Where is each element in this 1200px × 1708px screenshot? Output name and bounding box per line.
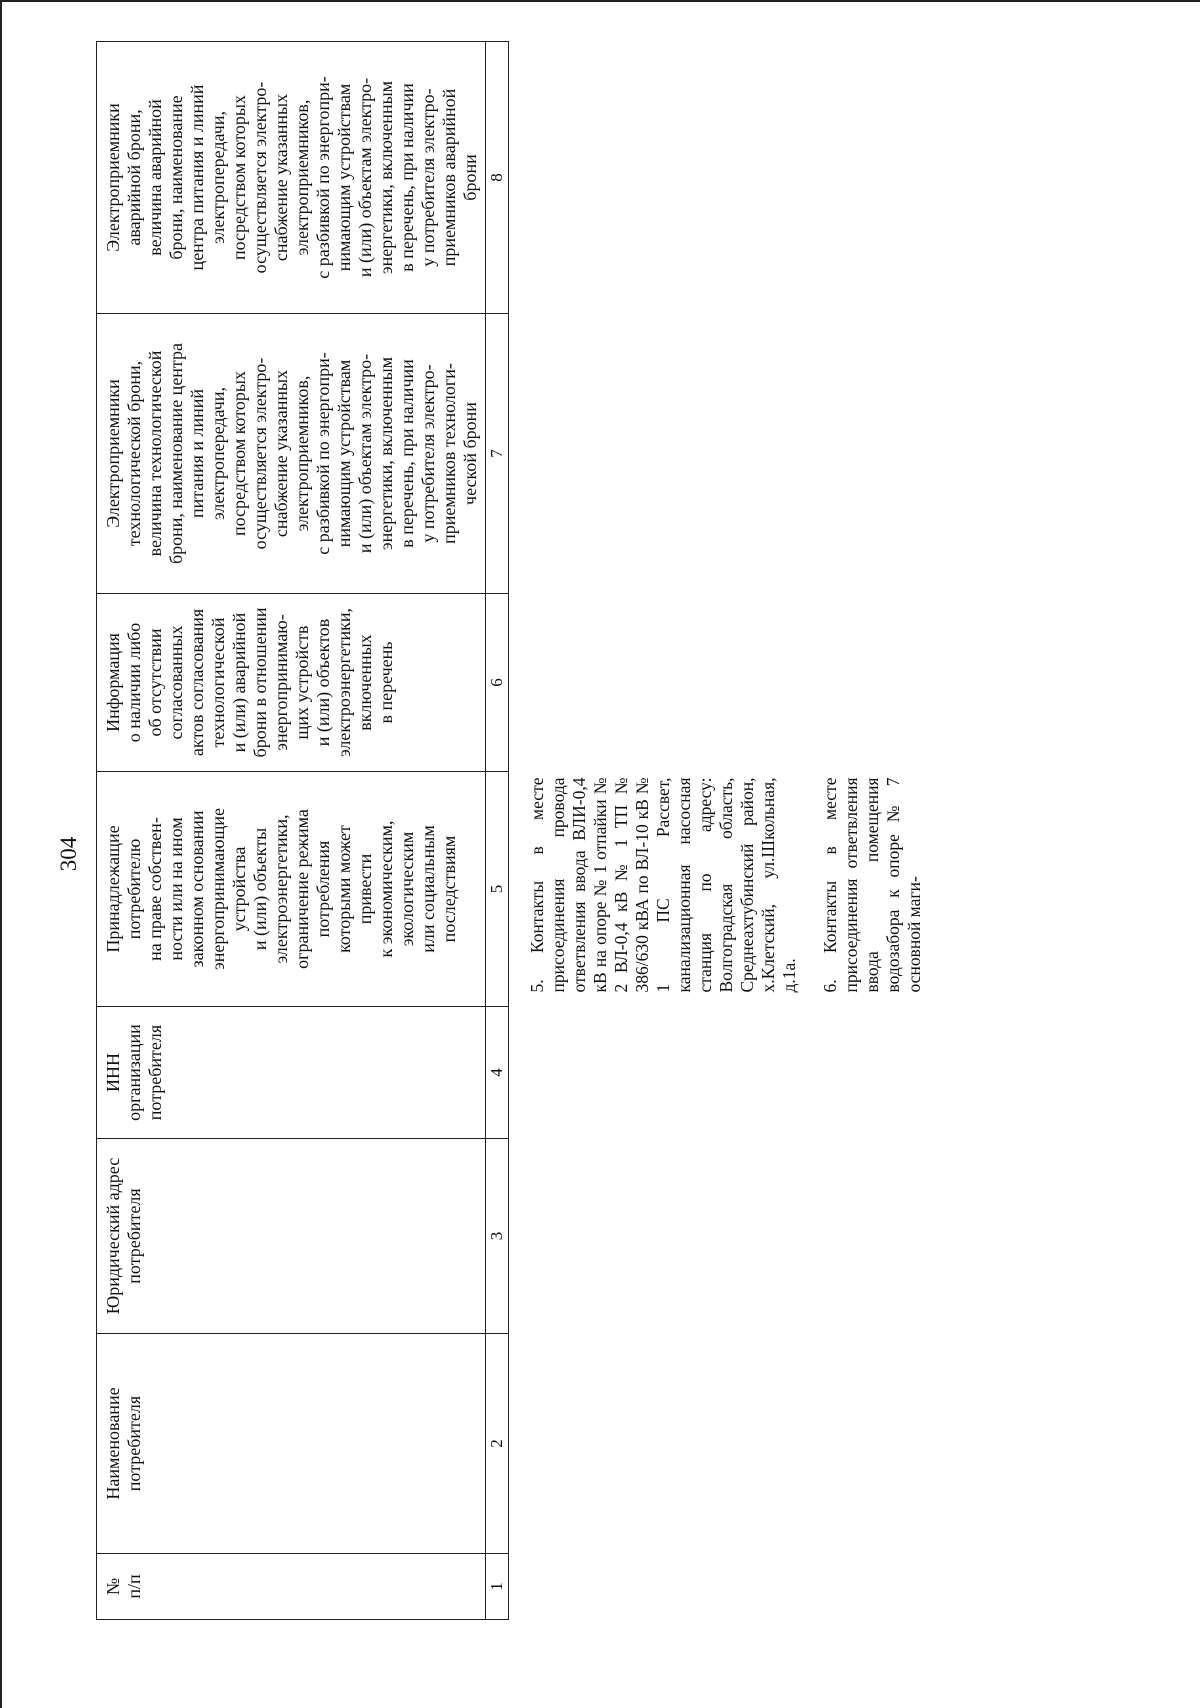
body-cell-6 [509,594,998,772]
body-cell-8 [509,42,998,314]
header-cell-6: Информация о наличии либо об отсутствии согласованных актов согласования технологической и (или) аварийной брони в отношении энергопринимаю- щих устройств и (или) объектов электроэнергетики, включенных в перечень [97,594,486,772]
column-number: 7 [486,314,509,594]
column-number: 3 [486,1139,509,1334]
contact-entry-5: 5. Контакты в месте присоединения провода ответвления ввода ВЛИ-0,4 кВ на опоре № 1 отпайки № 2 ВЛ-0,4 кВ № 1 ТП № 386/630 кВА по ВЛ-10 кВ № 1 ПС Рассвет, канализационная насосная станция по адресу: Волгоградская область, Среднеахтубинский район, х.Клетский, ул.Школьная, д.1а. [527,777,799,993]
column-number-row [486,42,509,1620]
consumer-table [96,41,997,1620]
column-number: 6 [486,594,509,772]
body-cell-7 [509,314,998,594]
header-cell-5: Принадлежащие потребителю на праве собствен- ности или на ином законном основании энергопринимающие устройства и (или) объекты электроэнергетики, ограничение режима потребления которыми может привести к экономическим, экологическим или социальным последствиям [97,772,486,1007]
header-cell-2: Наименование потребителя [97,1334,486,1554]
column-number: 2 [486,1334,509,1554]
header-cell-3: Юридический адрес потребителя [97,1139,486,1334]
column-number: 4 [486,1007,509,1139]
header-cell-8: Электроприемники аварийной брони, величина аварийной брони, наименование центра питания и линий электропередачи, посредством которых осуществляется электро- снабжение указанных электроприемников, с разбивкой по энергопри- нимающим устройствам и (или) объектам электро- энергетики, включенным в перечень, при наличии у потребителя электро- приемников аварийной брони [97,42,486,314]
table-body-row [509,42,998,1620]
header-cell-4: ИНН организации потребителя [97,1007,486,1139]
header-cell-1: № п/п [97,1554,486,1620]
body-cell-4 [509,1007,998,1139]
contact-entry-6: 6. Контакты в месте присоединения ответвления ввода помещения водозабора к опоре № 7 основной маги- [820,777,924,993]
header-row [97,42,486,1620]
body-cell-1 [509,1554,998,1620]
column-number: 5 [486,772,509,1007]
body-cell-5 [509,772,998,1007]
page-number: 304 [56,836,81,872]
header-cell-7: Электроприемники технологической брони, величина технологической брони, наименование центра питания и линий электропередачи, посредством которых осуществляется электро- снабжение указанных электроприемников, с разбивкой по энергопри- нимающим устройствам и (или) объектам электро- энергетики, включенным в перечень, при наличии у потребителя электро- приемников технологи- ческой брони [97,314,486,594]
column-number: 8 [486,42,509,314]
body-cell-3 [509,1139,998,1334]
column-number: 1 [486,1554,509,1620]
body-cell-2 [509,1334,998,1554]
